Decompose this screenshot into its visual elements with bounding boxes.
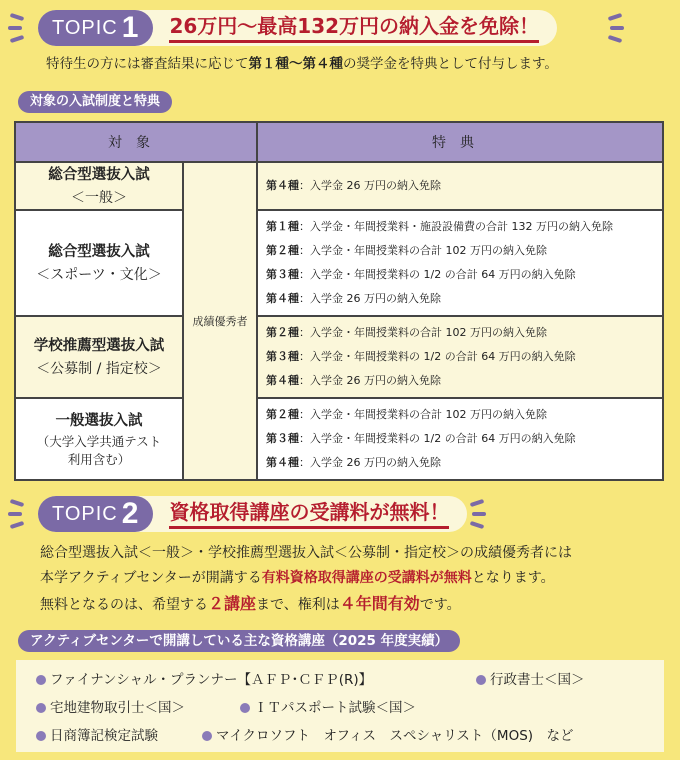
- table-row: [15, 162, 663, 210]
- table-row: [15, 398, 663, 480]
- table-row: [15, 316, 663, 398]
- bullet-icon: [36, 731, 46, 741]
- topic2-line3-post: です。: [419, 597, 461, 613]
- benefit-text: ：入学金・年間授業料・施設設備費の合計 132 万円の納入免除: [299, 220, 613, 233]
- topic2-line3-highlight-2: ４年間有効: [339, 594, 420, 613]
- topic2-badge-text: TOPIC: [52, 502, 118, 525]
- left-accent-icon: [6, 13, 30, 43]
- benefit-line: [266, 403, 662, 427]
- topic1-lead-post: の奨学金を特典として付与します。: [343, 56, 558, 72]
- benefit-grade: 第４種: [266, 456, 299, 469]
- benefit-grade: 第３種: [266, 432, 299, 445]
- benefit-grade: 第２種: [266, 244, 299, 257]
- target-name: 学校推薦型選抜入試: [33, 338, 165, 354]
- target-sub-2: 利用含む）: [67, 452, 131, 467]
- topic1-number: 1: [121, 11, 140, 44]
- topic1-title: 26万円〜最高132万円の納入金を免除！: [169, 13, 539, 43]
- topic1-badge-text: TOPIC: [52, 16, 118, 39]
- benefit-line: [266, 215, 662, 239]
- benefit-grade: 第３種: [266, 268, 299, 281]
- topic2-line2: [40, 566, 572, 591]
- table-header-row: [15, 122, 663, 162]
- list-item: [36, 724, 158, 744]
- topic2-line3-highlight-1: ２講座: [208, 594, 257, 613]
- topic2-body: [40, 541, 572, 618]
- target-sub: ＜スポーツ・文化＞: [36, 267, 162, 283]
- topic2-line3-pre: 無料となるのは、希望する: [40, 597, 208, 613]
- topic2-line1: 総合型選抜入試＜一般＞・学校推薦型選抜入試＜公募制・指定校＞の成績優秀者には: [40, 545, 572, 561]
- target-cell: [15, 316, 183, 398]
- course-name: 日商簿記検定試験: [50, 728, 158, 744]
- benefit-grade: 第４種: [266, 179, 299, 192]
- right-accent-icon: [466, 499, 490, 529]
- topic2-number: 2: [121, 497, 140, 530]
- benefit-line: [266, 174, 662, 198]
- courses-section-label: アクティブセンターで開講している主な資格講座（2025 年度実績）: [18, 630, 460, 652]
- benefit-grade: 第１種: [266, 220, 299, 233]
- course-name: ファイナンシャル・プランナー【ＡＦＰ･ＣＦＰ(R)】: [50, 672, 373, 688]
- target-name: 一般選抜入試: [55, 413, 143, 429]
- list-item: [202, 724, 574, 744]
- course-name: 宅地建物取引士＜国＞: [50, 700, 185, 716]
- bullet-icon: [240, 703, 250, 713]
- topic1-header: [0, 8, 680, 48]
- benefit-grade: 第４種: [266, 374, 299, 387]
- target-cell: [15, 162, 183, 210]
- target-sub: （大学入学共通テスト: [36, 434, 162, 449]
- table-section-label: 対象の入試制度と特典: [18, 91, 172, 113]
- benefit-line: [266, 287, 662, 311]
- bullet-icon: [202, 731, 212, 741]
- course-name: 行政書士＜国＞: [490, 672, 585, 688]
- topic1-lead-pre: 特待生の方には審査結果に応じて: [46, 56, 249, 72]
- benefit-text: ：入学金・年間授業料の合計 102 万円の納入免除: [299, 326, 547, 339]
- benefit-cell: [257, 162, 663, 210]
- header-benefit: 特典: [257, 122, 663, 162]
- topic2-line3-mid: まで、権利は: [256, 597, 340, 613]
- benefit-line: [266, 239, 662, 263]
- benefit-cell: [257, 398, 663, 480]
- topic1-banner: [38, 10, 557, 46]
- target-cell: [15, 398, 183, 480]
- benefit-grade: 第２種: [266, 326, 299, 339]
- topic2-line2-post: となります。: [471, 570, 555, 586]
- benefit-grade: 第３種: [266, 350, 299, 363]
- benefit-line: [266, 263, 662, 287]
- list-item: [36, 668, 372, 688]
- topic2-line3: [40, 591, 572, 618]
- benefit-text: ：入学金 26 万円の納入免除: [299, 292, 441, 305]
- course-list: [16, 660, 664, 752]
- target-cell: [15, 210, 183, 316]
- list-item: [240, 696, 416, 716]
- merit-cell: 成績優秀者: [183, 162, 257, 480]
- benefit-text: ：入学金 26 万円の納入免除: [299, 179, 441, 192]
- benefit-text: ：入学金・年間授業料の 1/2 の合計 64 万円の納入免除: [299, 432, 576, 445]
- bullet-icon: [476, 675, 486, 685]
- benefit-text: ：入学金 26 万円の納入免除: [299, 456, 441, 469]
- topic1-lead-bold: 第１種〜第４種: [248, 56, 343, 72]
- benefit-cell: [257, 210, 663, 316]
- benefit-table: [14, 121, 664, 481]
- benefit-grade: 第２種: [266, 408, 299, 421]
- benefit-line: [266, 369, 662, 393]
- target-sub: ＜一般＞: [71, 190, 127, 206]
- benefit-text: ：入学金・年間授業料の 1/2 の合計 64 万円の納入免除: [299, 350, 576, 363]
- benefit-line: [266, 427, 662, 451]
- topic1-badge: [38, 10, 153, 46]
- target-sub: ＜公募制 / 指定校＞: [36, 361, 162, 377]
- list-item: [476, 668, 585, 688]
- topic2-header: [0, 494, 680, 534]
- bullet-icon: [36, 703, 46, 713]
- benefit-line: [266, 345, 662, 369]
- table-row: [15, 210, 663, 316]
- benefit-text: ：入学金・年間授業料の 1/2 の合計 64 万円の納入免除: [299, 268, 576, 281]
- left-accent-icon: [6, 499, 30, 529]
- list-item: [36, 696, 185, 716]
- header-target: 対象: [15, 122, 257, 162]
- benefit-text: ：入学金・年間授業料の合計 102 万円の納入免除: [299, 244, 547, 257]
- target-name: 総合型選抜入試: [48, 244, 150, 260]
- bullet-icon: [36, 675, 46, 685]
- topic2-badge: [38, 496, 153, 532]
- topic2-line2-pre: 本学アクティブセンターが開講する: [40, 570, 262, 586]
- target-name: 総合型選抜入試: [48, 167, 150, 183]
- topic2-title: 資格取得講座の受講料が無料！: [169, 499, 449, 529]
- benefit-grade: 第４種: [266, 292, 299, 305]
- topic2-line2-highlight: 有料資格取得講座の受講料が無料: [261, 570, 472, 586]
- benefit-text: ：入学金 26 万円の納入免除: [299, 374, 441, 387]
- course-name: ＩＴパスポート試験＜国＞: [254, 700, 416, 716]
- benefit-line: [266, 321, 662, 345]
- course-name: マイクロソフト オフィス スペシャリスト（MOS) など: [216, 728, 574, 744]
- benefit-cell: [257, 316, 663, 398]
- topic1-lead: [46, 53, 558, 75]
- topic2-banner: [38, 496, 467, 532]
- right-accent-icon: [604, 13, 628, 43]
- benefit-text: ：入学金・年間授業料の合計 102 万円の納入免除: [299, 408, 547, 421]
- benefit-line: [266, 451, 662, 475]
